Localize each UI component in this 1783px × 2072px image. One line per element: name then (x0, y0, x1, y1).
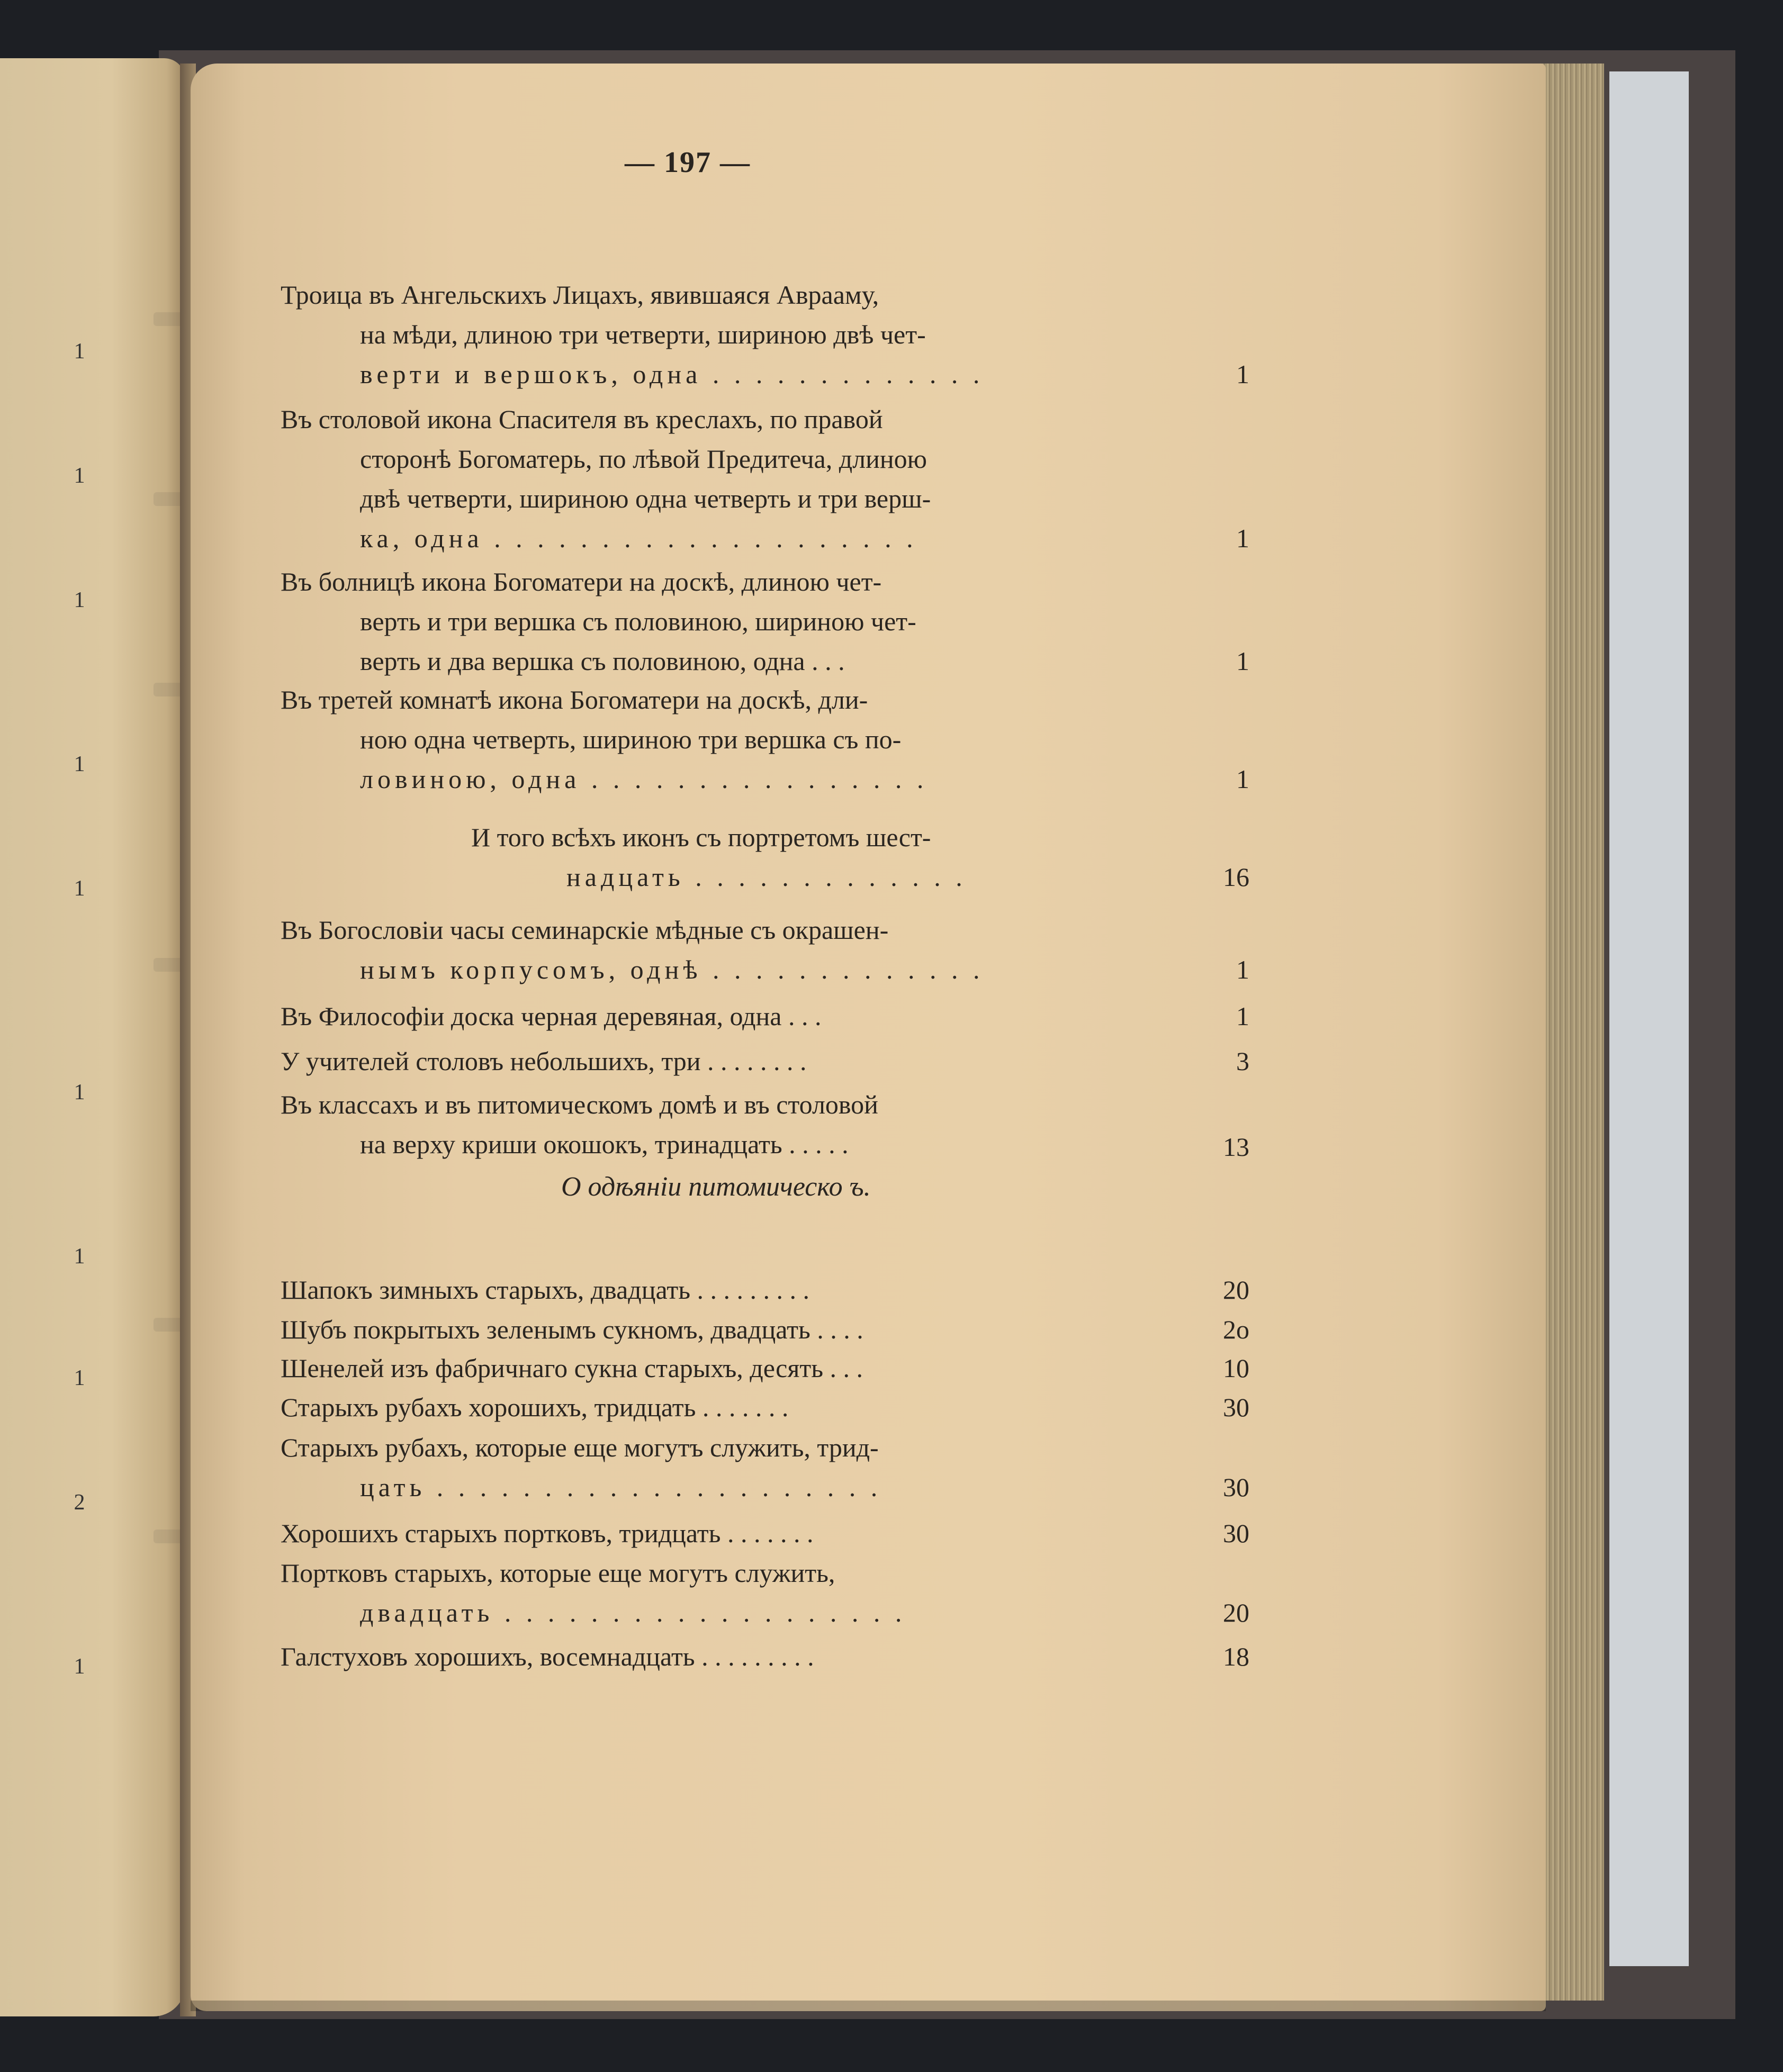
left-page-number: 2 (74, 1490, 85, 1515)
entry-line: Шенелей изъ фабричнаго сукна старыхъ, десять . . . (281, 1353, 863, 1383)
list-item (281, 910, 1249, 990)
entry-line: двѣ четверти, шириною одна четверть и три верш- (360, 484, 931, 513)
entry-line: на мѣди, длиною три четверти, шириною двѣ чет- (360, 320, 926, 349)
list-item (281, 1270, 1249, 1310)
list-item (281, 1428, 1249, 1507)
entry-line: цать . . . . . . . . . . . . . . . . . . . . . (360, 1472, 882, 1502)
left-page-number: 1 (74, 752, 85, 776)
left-page-number: 1 (74, 339, 85, 364)
entry-line: Старыхъ рубахъ, которые еще могутъ служить, трид- (281, 1433, 879, 1462)
left-page-number: 1 (74, 464, 85, 488)
quantity: 1 (1236, 764, 1249, 794)
page-bottom-shadow (191, 2001, 1546, 2011)
list-item (281, 1349, 1249, 1388)
quantity: 1 (1236, 359, 1249, 389)
list-item (281, 1042, 1249, 1081)
quantity: 2о (1223, 1315, 1249, 1344)
left-page-number: 1 (74, 1080, 85, 1105)
entry-line: Хорошихъ старыхъ портковъ, тридцать . . . . . . . (281, 1518, 814, 1548)
entry-line: Шубъ покрытыхъ зеленымъ сукномъ, двадцать . . . . (281, 1315, 863, 1344)
entry-line: ною одна четверть, шириною три вершка съ по- (360, 725, 902, 754)
quantity: 30 (1223, 1518, 1249, 1548)
entry-line: Старыхъ рубахъ хорошихъ, тридцать . . . . . . . (281, 1392, 789, 1422)
list-item (281, 275, 1249, 394)
list-item (281, 562, 1249, 681)
section-title: О одѣянiи питомическо ъ. (561, 1172, 871, 1202)
left-page-number: 1 (74, 1244, 85, 1269)
entry-line: Портковъ старыхъ, которые еще могутъ служить, (281, 1558, 835, 1588)
entry-line: ловиною, одна . . . . . . . . . . . . . . . . (360, 764, 928, 794)
entry-line: Въ болницѣ икона Богоматери на доскѣ, длиною чет- (281, 567, 882, 596)
entry-line: Въ классахъ и въ питомическомъ домѣ и въ столовой (281, 1090, 878, 1119)
list-item (281, 400, 1249, 558)
list-item (281, 1388, 1249, 1427)
entry-line: Галстуховъ хорошихъ, восемнадцать . . . . . . . . . (281, 1642, 814, 1671)
quantity: 20 (1223, 1598, 1249, 1627)
entry-line: Шапокъ зимныхъ старыхъ, двадцать . . . . . . . . . (281, 1275, 810, 1305)
quantity: 1 (1236, 955, 1249, 984)
entry-line: двадцать . . . . . . . . . . . . . . . . . . . (360, 1598, 906, 1627)
entry-line: У учителей столовъ небольшихъ, три . . . . . . . . (281, 1046, 807, 1076)
quantity: 13 (1223, 1132, 1249, 1162)
quantity: 30 (1223, 1472, 1249, 1502)
quantity: 20 (1223, 1275, 1249, 1305)
quantity: 30 (1223, 1392, 1249, 1422)
quantity: 1 (1236, 523, 1249, 553)
left-page-number: 1 (74, 588, 85, 612)
quantity: 18 (1223, 1642, 1249, 1671)
entry-line: на верху криши окошокъ, тринадцать . . . . . (360, 1129, 849, 1159)
list-item (281, 1553, 1249, 1633)
page-number: — 197 — (625, 146, 751, 179)
entry-line: верти и вершокъ, одна . . . . . . . . . . . . . (360, 359, 984, 389)
left-page-number: 1 (74, 876, 85, 901)
left-page (0, 58, 185, 2016)
entry-line: Въ Философiи доска черная деревяная, одна . . . (281, 1001, 822, 1031)
summary-line: надцать . . . . . . . . . . . . . (566, 862, 967, 892)
quantity: 16 (1223, 862, 1249, 892)
list-item (281, 1514, 1249, 1553)
list-item (281, 1085, 1249, 1164)
list-item (281, 1637, 1249, 1677)
quantity: 1 (1236, 646, 1249, 676)
entry-line: Въ третей комнатѣ икона Богоматери на доскѣ, дли- (281, 685, 868, 714)
left-page-number: 1 (74, 1654, 85, 1679)
quantity: 10 (1223, 1353, 1249, 1383)
list-item (281, 680, 1249, 799)
entry-line: Въ Богословiи часы семинарскiе мѣдные съ окрашен- (281, 915, 889, 945)
entry-line: ка, одна . . . . . . . . . . . . . . . . . . . . (360, 523, 917, 553)
entry-line: нымъ корпусомъ, однѣ . . . . . . . . . . . . . (360, 955, 984, 984)
entry-line: Троица въ Ангельскихъ Лицахъ, явившаяся Аврааму, (281, 280, 879, 310)
summary-line: И того всѣхъ иконъ съ портретомъ шест- (471, 822, 931, 852)
left-page-number: 1 (74, 1366, 85, 1390)
quantity: 3 (1236, 1046, 1249, 1076)
backing-sheet (1609, 71, 1689, 1966)
list-item (281, 997, 1249, 1036)
list-item (281, 1310, 1249, 1350)
entry-line: верть и два вершка съ половиною, одна . . . (360, 646, 845, 676)
summary-total (471, 818, 1255, 897)
entry-line: верть и три вершка съ половиною, шириною чет- (360, 607, 916, 636)
entry-line: сторонѣ Богоматерь, по лѣвой Предитеча, длиною (360, 444, 927, 474)
entry-line: Въ столовой икона Спасителя въ креслахъ, по правой (281, 404, 883, 434)
quantity: 1 (1236, 1001, 1249, 1031)
